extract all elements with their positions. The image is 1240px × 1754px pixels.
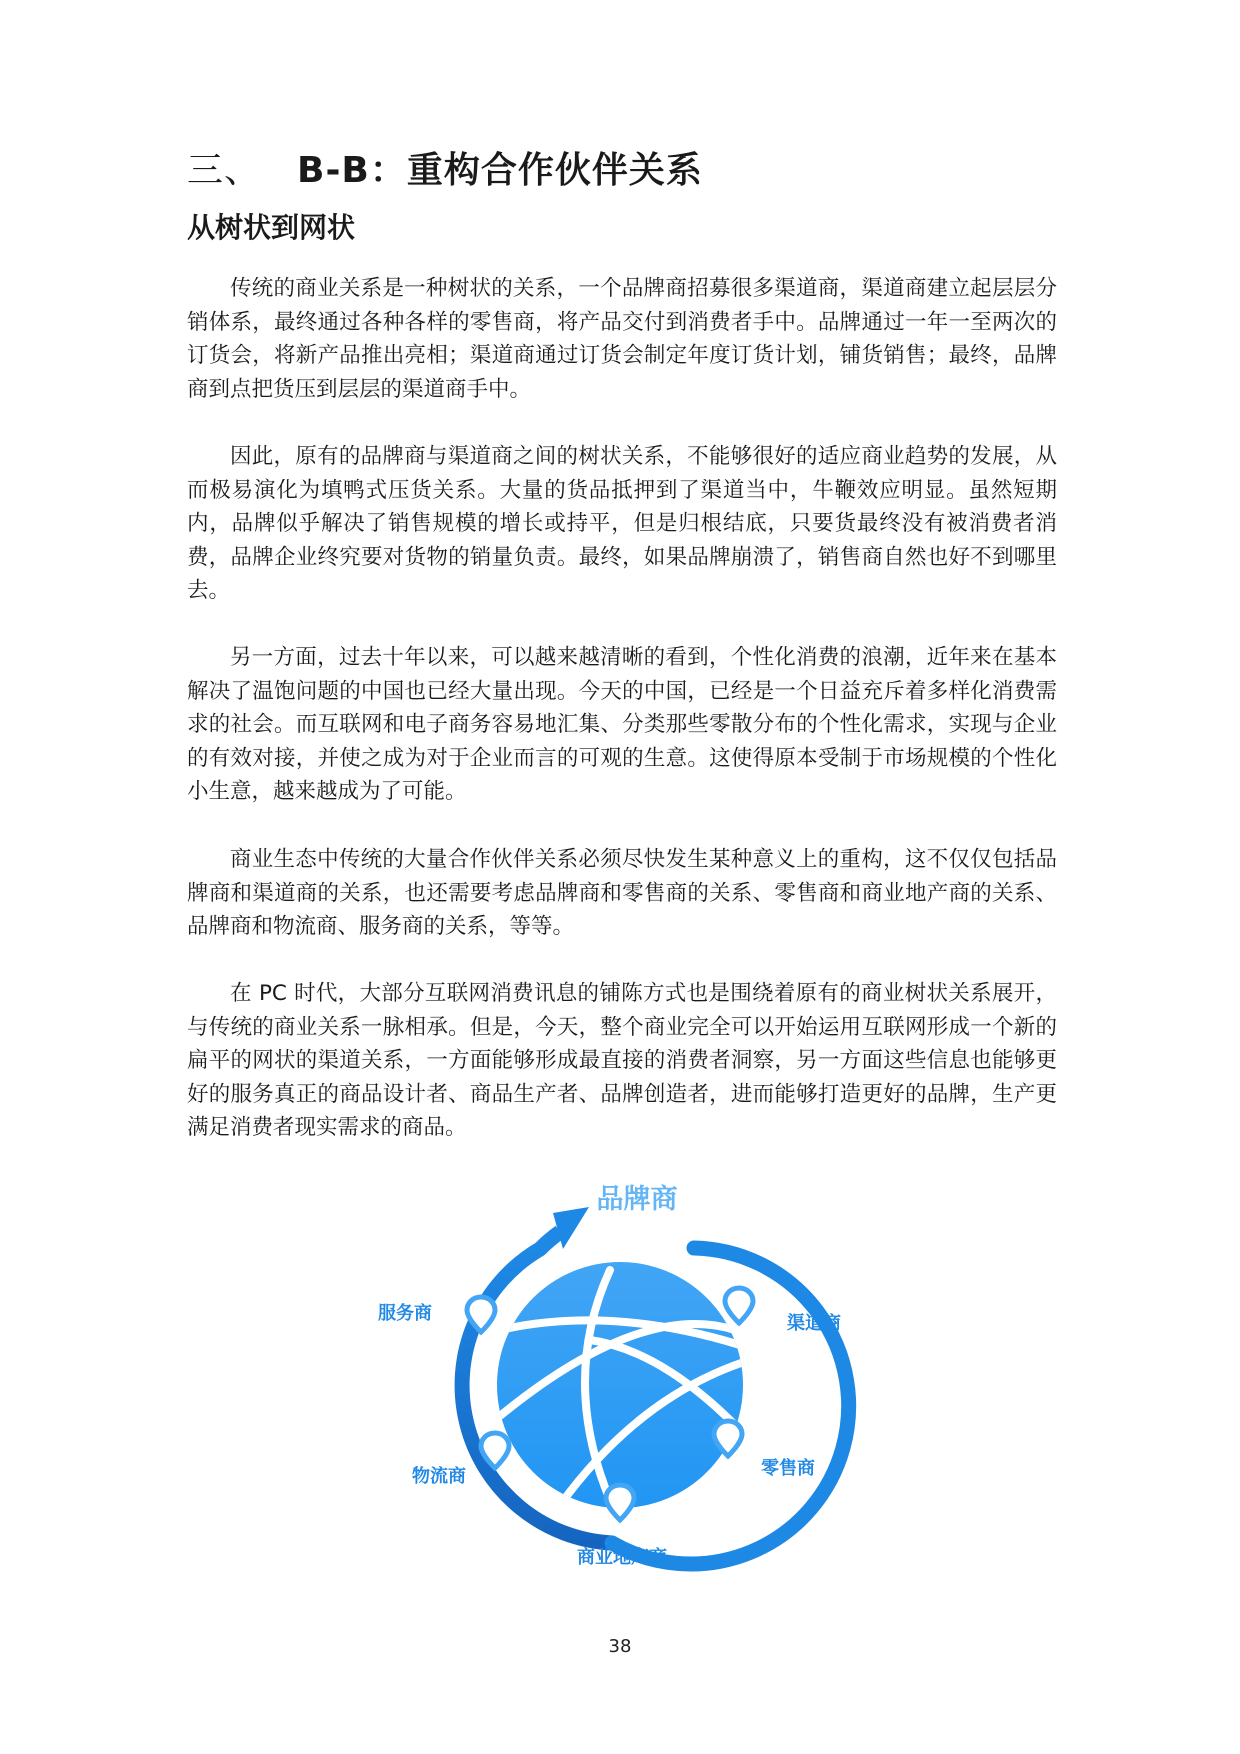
cycle-arrowhead — [553, 1207, 589, 1249]
node-label-channel: 渠道商 — [787, 1313, 841, 1334]
location-pin-icon — [606, 1485, 634, 1520]
paragraph-4: 商业生态中传统的大量合作伙伴关系必须尽快发生某种意义上的重构，这不仅仅包括品牌商和渠道商的关系，也还需要考虑品牌商和零售商的关系、零售商和商业地产商的关系、品牌商和物流商、服务商的关系，等等。 — [187, 847, 1057, 939]
cycle-arrow-arc-top — [540, 1232, 560, 1249]
paragraph-2: 因此，原有的品牌商与渠道商之间的树状关系，不能够很好的适应商业趋势的发展，从而极易演化为填鸭式压货关系。大量的货品抵押到了渠道当中，牛鞭效应明显。虽然短期内，品牌似乎解决了销售规模的增长或持平，但是归根结底，只要货最终没有被消费者消费，品牌企业终究要对货物的销量负责。最终，如果品牌崩溃了，销售商自然也好不到哪里去。 — [187, 444, 1057, 603]
section-number: 三、 — [187, 150, 262, 191]
page-number: 38 — [608, 1636, 632, 1657]
diagram-center-label: 品牌商 — [596, 1184, 678, 1215]
subsection-heading: 从树状到网状 — [187, 211, 356, 244]
location-pin-icon — [725, 1288, 753, 1323]
node-label-service: 服务商 — [378, 1303, 432, 1324]
node-label-real-estate: 商业地产商 — [577, 1547, 667, 1568]
paragraph-1: 传统的商业关系是一种树状的关系，一个品牌商招募很多渠道商，渠道商建立起层层分销体系，最终通过各种各样的零售商，将产品交付到消费者手中。品牌通过一年一至两次的订货会，将新产品推出亮相；渠道商通过订货会制定年度订货计划，铺货销售；最终，品牌商到点把货压到层层的渠道商手中。 — [187, 276, 1057, 402]
section-title: B-B：重构合作伙伴关系 — [297, 150, 703, 191]
node-label-retailer: 零售商 — [761, 1458, 815, 1479]
section-heading — [187, 142, 703, 193]
paragraph-5: 在 PC 时代，大部分互联网消费讯息的铺陈方式也是围绕着原有的商业树状关系展开，与传统的商业关系一脉相承。但是，今天，整个商业完全可以开始运用互联网形成一个新的扁平的网状的渠道关系，一方面能够形成最直接的消费者洞察，另一方面这些信息也能够更好的服务真正的商品设计者、商品生产者、品牌创造者，进而能够打造更好的品牌，生产更满足消费者现实需求的商品。 — [187, 981, 1057, 1140]
partner-network-diagram — [340, 1180, 900, 1600]
node-label-logistics: 物流商 — [412, 1466, 466, 1487]
paragraph-3: 另一方面，过去十年以来，可以越来越清晰的看到，个性化消费的浪潮，近年来在基本解决了温饱问题的中国也已经大量出现。今天的中国，已经是一个日益充斥着多样化消费需求的社会。而互联网和电子商务容易地汇集、分类那些零散分布的个性化需求，实现与企业的有效对接，并使之成为对于企业而言的可观的生意。这使得原本受制于市场规模的个性化小生意，越来越成为了可能。 — [187, 645, 1057, 804]
